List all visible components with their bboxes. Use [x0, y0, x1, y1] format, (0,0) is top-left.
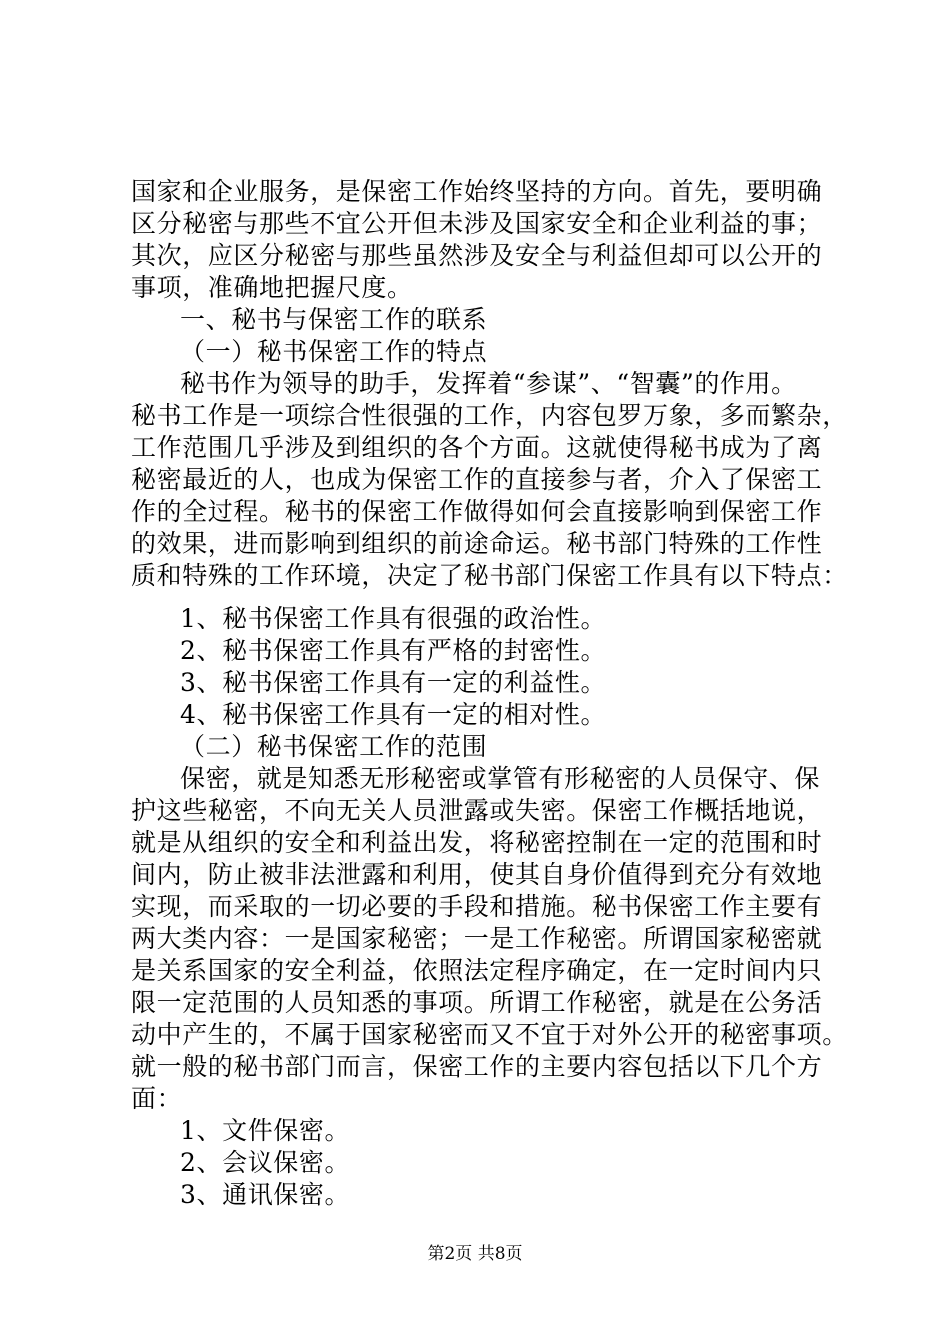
list-item: 2、会议保密。	[180, 1148, 351, 1177]
body-text-line: 事项，准确地把握尺度。	[131, 273, 413, 302]
body-text-line: 质和特殊的工作环境，决定了秘书部门保密工作具有以下特点：	[131, 561, 848, 590]
body-text-line: 间内，防止被非法泄露和利用，使其自身价值得到充分有效地	[131, 860, 823, 889]
subsection-heading: （一）秘书保密工作的特点	[180, 337, 488, 366]
body-text-line: 秘书作为领导的助手，发挥着“参谋”、“智囊”的作用。	[180, 369, 797, 398]
body-text-line: 区分秘密与那些不宜公开但未涉及国家安全和企业利益的事；	[131, 209, 823, 238]
body-text-line: 保密，就是知悉无形秘密或掌管有形秘密的人员保守、保	[180, 764, 821, 793]
body-text-line: 作的全过程。秘书的保密工作做得如何会直接影响到保密工作	[131, 497, 823, 526]
list-item: 3、通讯保密。	[180, 1180, 351, 1209]
body-text-line: 限一定范围的人员知悉的事项。所谓工作秘密，就是在公务活	[131, 988, 823, 1017]
body-text-line: 秘密最近的人，也成为保密工作的直接参与者，介入了保密工	[131, 465, 823, 494]
list-item: 3、秘书保密工作具有一定的利益性。	[180, 668, 607, 697]
subsection-heading: （二）秘书保密工作的范围	[180, 732, 488, 761]
section-heading: 一、秘书与保密工作的联系	[180, 305, 488, 334]
list-item: 2、秘书保密工作具有严格的封密性。	[180, 636, 607, 665]
body-text-line: 是关系国家的安全利益，依照法定程序确定，在一定时间内只	[131, 956, 823, 985]
body-text-line: 国家和企业服务，是保密工作始终坚持的方向。首先，要明确	[131, 177, 823, 206]
list-item: 1、文件保密。	[180, 1116, 351, 1145]
page-number-footer: 第2页 共8页	[427, 1244, 523, 1264]
body-text-line: 工作范围几乎涉及到组织的各个方面。这就使得秘书成为了离	[131, 433, 823, 462]
body-text-line: 就一般的秘书部门而言，保密工作的主要内容包括以下几个方	[131, 1052, 823, 1081]
list-item: 1、秘书保密工作具有很强的政治性。	[180, 604, 607, 633]
list-item: 4、秘书保密工作具有一定的相对性。	[180, 700, 607, 729]
body-text-line: 动中产生的，不属于国家秘密而又不宜于对外公开的秘密事项。	[131, 1020, 848, 1049]
body-text-line: 面：	[131, 1084, 183, 1113]
body-text-line: 护这些秘密，不向无关人员泄露或失密。保密工作概括地说，	[131, 796, 823, 825]
body-text-line: 秘书工作是一项综合性很强的工作，内容包罗万象，多而繁杂，	[131, 401, 848, 430]
body-text-line: 的效果，进而影响到组织的前途命运。秘书部门特殊的工作性	[131, 529, 823, 558]
body-text-line: 其次，应区分秘密与那些虽然涉及安全与利益但却可以公开的	[131, 241, 823, 270]
body-text-line: 实现，而采取的一切必要的手段和措施。秘书保密工作主要有	[131, 892, 823, 921]
body-text-line: 两大类内容：一是国家秘密；一是工作秘密。所谓国家秘密就	[131, 924, 823, 953]
body-text-line: 就是从组织的安全和利益出发，将秘密控制在一定的范围和时	[131, 828, 823, 857]
